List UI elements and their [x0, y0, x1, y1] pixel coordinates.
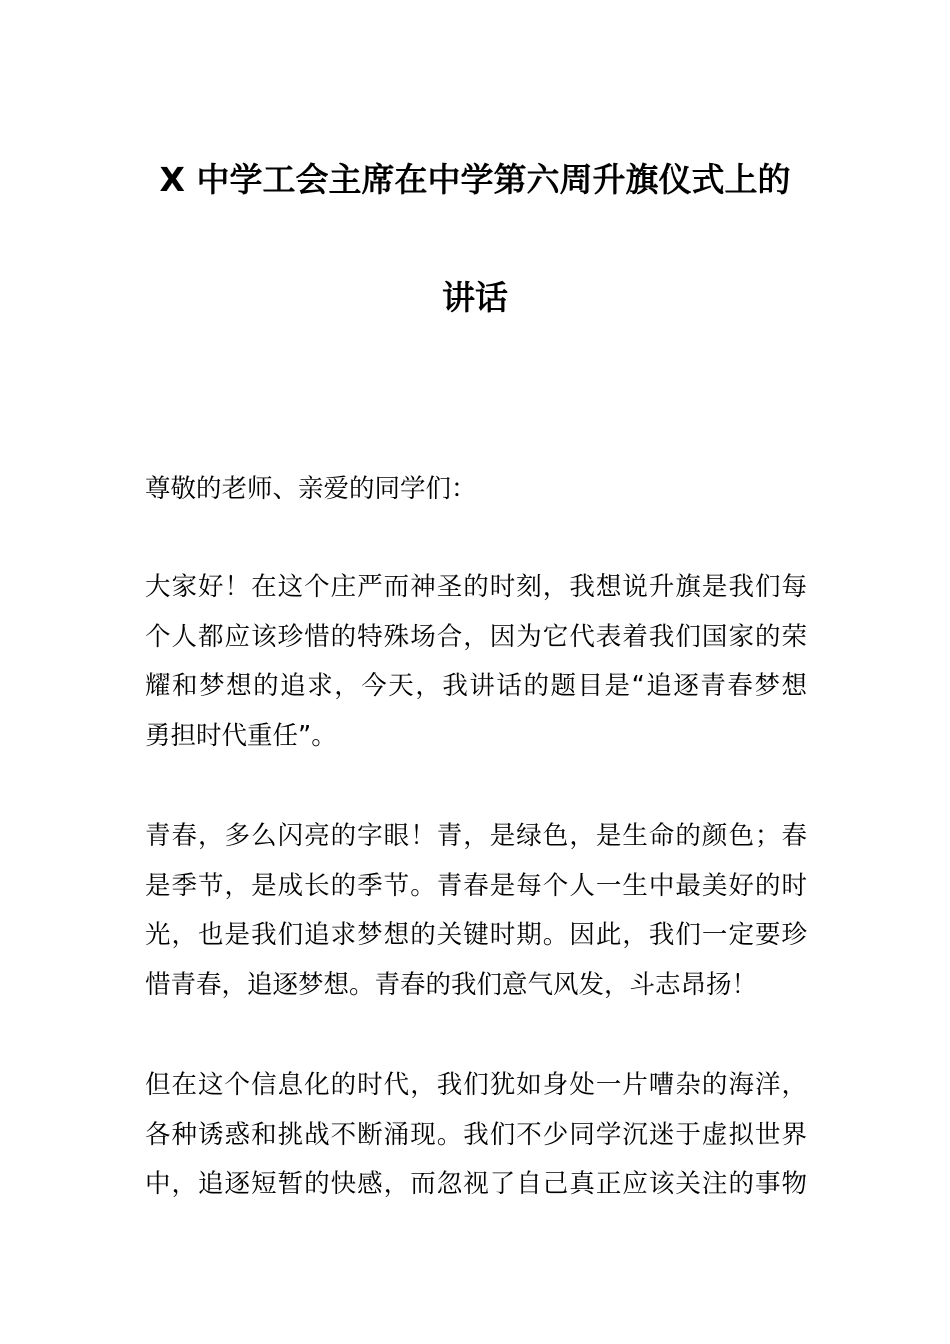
- paragraph-line: 但在这个信息化的时代，我们犹如身处一片嘈杂的海洋，: [145, 1070, 807, 1100]
- paragraph-line: 青春，多么闪亮的字眼！青，是绿色，是生命的颜色；春: [145, 821, 807, 851]
- paragraph-line: 勇担时代重任”。: [145, 721, 337, 752]
- paragraph-line: 是季节，是成长的季节。青春是每个人一生中最美好的时: [145, 870, 807, 901]
- paragraph-1: [145, 563, 807, 762]
- paragraph-line: 惜青春，追逐梦想。青春的我们意气风发，斗志昂扬！: [145, 970, 758, 1001]
- paragraph-line: 大家好！在这个庄严而神圣的时刻，我想说升旗是我们每: [145, 572, 807, 602]
- salutation-text: 尊敬的老师、亲爱的同学们：: [145, 474, 477, 504]
- paragraph-line: 耀和梦想的追求，今天，我讲话的题目是“追逐青春梦想: [145, 671, 807, 702]
- paragraph-line: 个人都应该珍惜的特殊场合，因为它代表着我们国家的荣: [145, 621, 807, 652]
- paragraph-line: 中，追逐短暂的快感，而忽视了自己真正应该关注的事物: [145, 1169, 807, 1200]
- paragraph-line: 各种诱惑和挑战不断涌现。我们不少同学沉迷于虚拟世界: [145, 1119, 807, 1150]
- paragraph-3: [145, 1061, 807, 1210]
- paragraph-2: [145, 812, 807, 1011]
- document-title-line-1: X 中学工会主席在中学第六周升旗仪式上的: [159, 160, 791, 199]
- document-title-line-2: 讲话: [442, 278, 508, 317]
- paragraph-line: 光，也是我们追求梦想的关键时期。因此，我们一定要珍: [145, 920, 807, 951]
- salutation: [145, 465, 807, 515]
